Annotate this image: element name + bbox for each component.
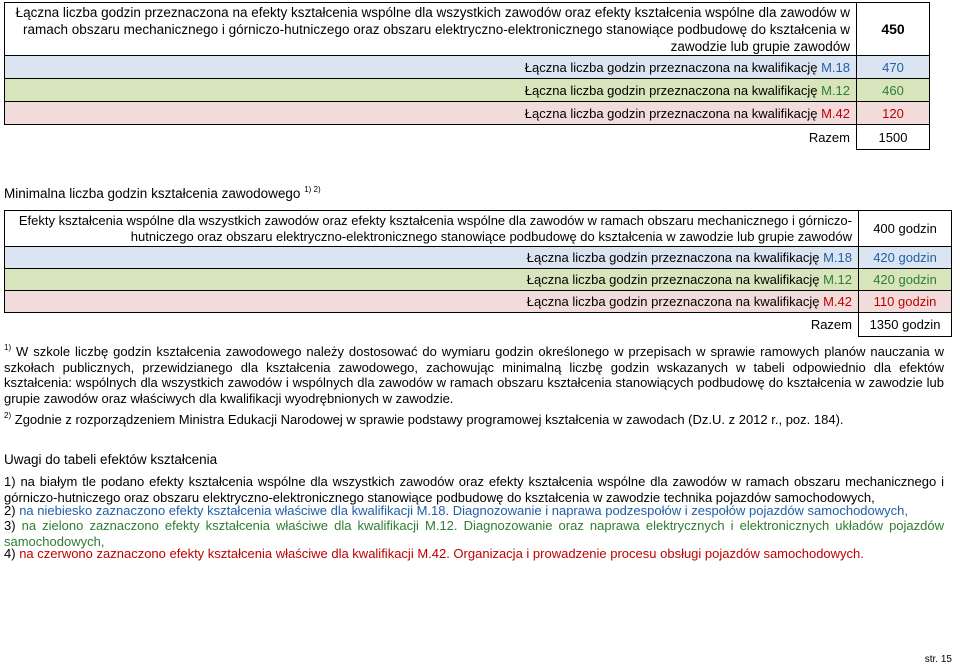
table2-row-m42: Łączna liczba godzin przeznaczona na kwalifikację M.42 bbox=[5, 291, 859, 313]
table1-header-label: Łączna liczba godzin przeznaczona na efekty kształcenia wspólne dla wszystkich zawodów oraz efekty kształcenia wspólne dla zawodów w ramach obszaru mechanicznego i górniczo-hutniczego oraz obszaru elektryczno-elektronicznego stanowiące podbudowę do kształcenia w zawodzie lub grupie zawodów bbox=[5, 3, 857, 56]
hours-table-1 bbox=[4, 2, 930, 150]
table1-row-m12-value: 460 bbox=[857, 79, 930, 102]
page-number: str. 15 bbox=[924, 654, 952, 665]
uwagi-item-3: 3) na zielono zaznaczono efekty kształcenia właściwe dla kwalifikacji M.12. Diagnozowanie oraz naprawa elektrycznych i elektronicznych układów pojazdów samochodowych, bbox=[4, 518, 944, 549]
footnote-1: $^{1)}$ W szkole liczbę godzin kształcenia zawodowego należy dostosować do wymiaru godzin określonego w przepisach w sprawie ramowych planów nauczania w szkołach publicznych, przewidzianego dla kształcenia zawodowego, zachowując minimalną liczbę godzin wskazanych w tabeli odpowiednio dla efektów kształcenia: wspólnych dla wszystkich zawodów i wspólnych dla zawodów w ramach obszaru kształcenia stanowiących podbudowę do kształcenia w zawodzie lub grupie zawodów oraz właściwych dla kwalifikacji wyodrębnionych w zawodzie. bbox=[4, 343, 944, 406]
table1-header-value: 450 bbox=[857, 3, 930, 56]
table2-row-m12-value: 420 godzin bbox=[859, 269, 952, 291]
section2-title: Minimalna liczba godzin kształcenia zawodowego $^{1) 2)}$ bbox=[4, 185, 321, 201]
table2-row-m18-value: 420 godzin bbox=[859, 247, 952, 269]
table1-row-m12: Łączna liczba godzin przeznaczona na kwalifikację M.12 bbox=[5, 79, 857, 102]
uwagi-item-2: 2) na niebiesko zaznaczono efekty kształcenia właściwe dla kwalifikacji M.18. Diagnozowanie i naprawa podzespołów i zespołów pojazdów samochodowych, bbox=[4, 503, 908, 518]
table2-header-label: Efekty kształcenia wspólne dla wszystkich zawodów oraz efekty kształcenia wspólne dla zawodów w ramach obszaru mechanicznego i górniczo-hutniczego oraz obszaru elektryczno-elektronicznego stanowiące podbudowę do kształcenia w zawodzie lub grupie zawodów bbox=[5, 211, 859, 247]
table2-row-m12: Łączna liczba godzin przeznaczona na kwalifikację M.12 bbox=[5, 269, 859, 291]
table1-row-m42: Łączna liczba godzin przeznaczona na kwalifikację M.42 bbox=[5, 102, 857, 125]
table2-total-label: Razem bbox=[810, 317, 852, 333]
uwagi-title: Uwagi do tabeli efektów kształcenia bbox=[4, 452, 218, 467]
table1-row-m18-value: 470 bbox=[857, 56, 930, 79]
table2-row-m18: Łączna liczba godzin przeznaczona na kwalifikację M.18 bbox=[5, 247, 859, 269]
table2-header-value: 400 godzin bbox=[859, 211, 952, 247]
table1-total-label: Razem bbox=[808, 129, 850, 145]
table2-total-value: 1350 godzin bbox=[859, 313, 952, 337]
uwagi-item-4: 4) na czerwono zaznaczono efekty kształcenia właściwe dla kwalifikacji M.42. Organizacja i prowadzenie procesu obsługi pojazdów samochodowych. bbox=[4, 546, 864, 561]
hours-table-2 bbox=[4, 210, 952, 337]
footnote-2: $^{2)}$ Zgodnie z rozporządzeniem Ministra Edukacji Narodowej w sprawie podstawy programowej kształcenia w zawodach (Dz.U. z 2012 r., poz. 184). bbox=[4, 411, 844, 427]
table1-row-m18: Łączna liczba godzin przeznaczona na kwalifikację M.18 bbox=[5, 56, 857, 79]
table1-row-m42-value: 120 bbox=[857, 102, 930, 125]
table1-total-value: 1500 bbox=[857, 125, 930, 150]
uwagi-item-1: 1) na białym tle podano efekty kształcenia wspólne dla wszystkich zawodów oraz efekty kształcenia wspólne dla zawodów w ramach obszaru mechanicznego i górniczo-hutniczego oraz obszaru elektryczno-elektronicznego stanowiące podbudowę do kształcenia w zawodzie technika pojazdów samochodowych, bbox=[4, 474, 944, 505]
table2-row-m42-value: 110 godzin bbox=[859, 291, 952, 313]
